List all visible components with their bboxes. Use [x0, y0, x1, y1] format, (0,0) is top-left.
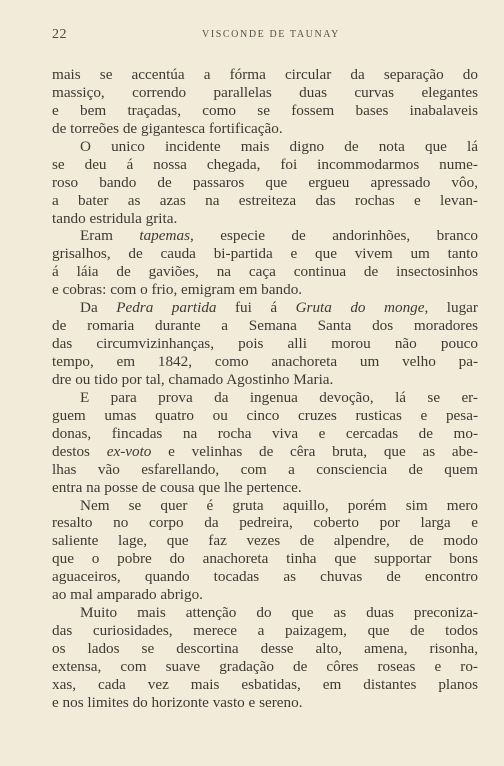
body-text [52, 66, 478, 712]
text-line: e nos limites do horizonte vasto e sereno. [52, 693, 303, 711]
text-line: dre ou tido por tal, chamado Agostinho Maria. [52, 370, 334, 388]
text-line: mais se accentúa a fórma circular da separação do [52, 66, 478, 83]
text-line: aguaceiros, quando tocadas as chuvas de encontro [52, 568, 478, 586]
text-line: tempo, em 1842, como anachoreta um velho pa- [52, 353, 478, 370]
text-line: tando estridula grita. [52, 209, 178, 227]
text-line: e cobras: com o frio, emigram em bando. [52, 281, 303, 299]
text-line: roso bando de passaros que ergueu apressado vôo, [52, 173, 478, 191]
page-number: 22 [52, 27, 67, 42]
text-line: de romaria durante a Semana Santa dos moradores [52, 317, 478, 335]
text-line: á láia de gaviões, na caça continua de insectosinhos [52, 263, 478, 281]
text-line: resalto no corpo da pedreira, coberto por larga e [52, 514, 478, 532]
text-line: destos ex-voto e velinhas de cêra bruta, que as abe- [52, 442, 478, 460]
text-line: massiço, correndo parallelas duas curvas elegantes [52, 83, 478, 101]
text-line: O unico incidente mais digno de nota que lá [80, 137, 478, 155]
text-line: saliente lage, que faz vezes de alpendre, de modo [52, 532, 478, 550]
text-line: grisalhos, de cauda bi-partida e que vivem um tanto [52, 245, 478, 263]
text-line: E para prova da ingenua devoção, lá se er- [80, 388, 478, 406]
text-line: entra na posse de cousa que lhe pertence. [52, 478, 302, 496]
text-line: donas, fincadas na rocha viva e cercadas de mo- [52, 424, 478, 442]
text-line: xas, cada vez mais esbatidas, em distantes planos [52, 675, 478, 693]
text-line: Da Pedra partida fui á Gruta do monge, lugar [80, 299, 478, 317]
text-line: ao mal amparado abrigo. [52, 586, 203, 604]
text-line: lhas vão esfarellando, com a consciencia de quem [52, 460, 478, 478]
text-line: das circumvizinhanças, pois alli morou não pouco [52, 335, 478, 353]
text-line: e bem traçadas, como se fossem bases inabalaveis [52, 101, 478, 119]
text-line: os lados se descortina desse alto, amena, risonha, [52, 640, 478, 657]
text-line: que o pobre do anachoreta tinha que supportar bons [52, 550, 478, 568]
running-head: VISCONDE DE TAUNAY [202, 29, 341, 40]
text-line: Muito mais attenção do que as duas preconiza- [80, 604, 478, 622]
text-line: a bater as azas na estreiteza das rochas e levan- [52, 191, 478, 209]
text-line: Eram tapemas, especie de andorinhões, branco [80, 227, 478, 245]
text-line: guem umas quatro ou cinco cruzes rusticas e pesa- [52, 406, 478, 424]
text-line: das curiosidades, merece a paizagem, que de todos [52, 622, 478, 640]
text-line: de torreões de gigantesca fortificação. [52, 119, 283, 137]
text-line: se deu á nossa chegada, foi incommodarmos nume- [52, 155, 478, 173]
text-line: extensa, com suave gradação de côres roseas e ro- [52, 657, 478, 675]
page-header [52, 27, 478, 43]
text-line: Nem se quer é gruta aquillo, porém sim mero [80, 496, 478, 514]
